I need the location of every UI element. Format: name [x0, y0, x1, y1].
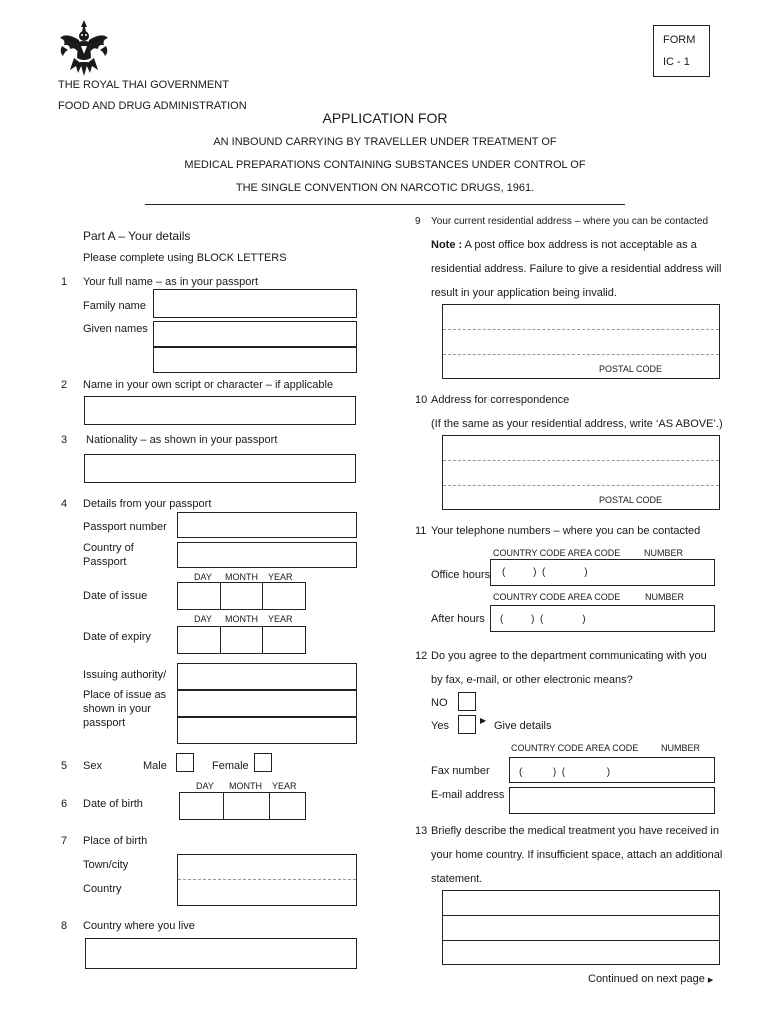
title-subline-2: MEDICAL PREPARATIONS CONTAINING SUBSTANCES UNDER CONTROL OF — [184, 159, 586, 171]
give-details-label: Give details — [494, 720, 552, 732]
issuing-authority-label-1: Issuing authority/ — [83, 669, 167, 681]
q13-label-1: Briefly describe the medical treatment you have received in — [431, 825, 719, 837]
q13-label-2: your home country. If insufficient space, attach an additional — [431, 849, 723, 861]
birth-day-header: DAY — [196, 781, 214, 791]
q5-number: 5 — [61, 760, 68, 772]
expiry-month-header: MONTH — [225, 614, 258, 624]
block-letters-instruction: Please complete using BLOCK LETTERS — [83, 252, 287, 264]
expiry-year-field[interactable] — [262, 626, 306, 654]
sex-label: Sex — [83, 760, 102, 772]
correspondence-address-divider-1 — [443, 460, 719, 461]
q7-number: 7 — [61, 835, 68, 847]
form-label: FORM — [663, 34, 696, 46]
place-of-birth-label: Place of birth — [83, 835, 148, 847]
family-name-label: Family name — [83, 300, 146, 312]
q10-hint: (If the same as your residential address, write ‘AS ABOVE’.) — [431, 418, 723, 430]
after-number-header: NUMBER — [645, 592, 685, 602]
fax-number-header: NUMBER — [661, 743, 701, 753]
q13-number: 13 — [415, 825, 428, 837]
issue-year-field[interactable] — [262, 582, 306, 610]
expiry-month-field[interactable] — [220, 626, 263, 654]
email-field[interactable] — [509, 787, 715, 814]
issuing-authority-label-3: shown in your — [83, 703, 151, 715]
correspondence-address-divider-2 — [443, 485, 719, 486]
male-checkbox[interactable] — [176, 753, 194, 772]
after-phone-parentheses: ( ) ( ) — [500, 614, 586, 625]
title-subline-3: THE SINGLE CONVENTION ON NARCOTIC DRUGS, 1961. — [235, 182, 535, 194]
issue-day-header: DAY — [194, 572, 212, 582]
expiry-day-header: DAY — [194, 614, 212, 624]
issue-day-field[interactable] — [177, 582, 221, 610]
own-script-name-field[interactable] — [84, 396, 356, 425]
q6-number: 6 — [61, 798, 68, 810]
q9-note-line-3: result in your application being invalid. — [431, 287, 617, 299]
q10-label: Address for correspondence — [431, 394, 570, 406]
residential-address-divider-1 — [443, 329, 719, 330]
expiry-year-header: YEAR — [268, 614, 293, 624]
date-of-birth-label: Date of birth — [83, 798, 143, 810]
family-name-field[interactable] — [153, 289, 357, 318]
q9-note-bold: Note : — [431, 239, 463, 251]
residential-postal-code-label: POSTAL CODE — [599, 364, 663, 374]
correspondence-address-field[interactable] — [442, 435, 720, 510]
birth-day-field[interactable] — [179, 792, 224, 820]
medical-treatment-divider-1 — [443, 915, 719, 916]
issuing-authority-field-1[interactable] — [177, 663, 357, 690]
agency-name: FOOD AND DRUG ADMINISTRATION — [58, 100, 247, 112]
continued-note — [588, 973, 713, 985]
medical-treatment-divider-2 — [443, 940, 719, 941]
q1-label: Your full name – as in your passport — [83, 276, 259, 288]
after-hours-label: After hours — [431, 613, 485, 625]
q13-label-3: statement. — [431, 873, 483, 885]
arrow-right-small-icon: ▶ — [707, 977, 714, 984]
no-label: NO — [431, 697, 448, 709]
birth-year-field[interactable] — [269, 792, 306, 820]
issuing-authority-label-2: Place of issue as — [83, 689, 167, 701]
q11-label: Your telephone numbers – where you can be contacted — [431, 525, 701, 537]
after-code-headers: COUNTRY CODE AREA CODE — [493, 592, 621, 602]
female-label: Female — [212, 760, 249, 772]
q3-label: Nationality – as shown in your passport — [86, 434, 278, 446]
q12-label-2: by fax, e-mail, or other electronic means? — [431, 674, 633, 686]
q9-note-line-2: residential address. Failure to give a residential address will — [431, 263, 722, 275]
continued-text: Continued on next page — [588, 973, 705, 985]
issue-year-header: YEAR — [268, 572, 293, 582]
q1-number: 1 — [61, 276, 68, 288]
q9-number: 9 — [415, 216, 421, 227]
town-city-label: Town/city — [83, 859, 129, 871]
issue-month-header: MONTH — [225, 572, 258, 582]
country-where-you-live-label: Country where you live — [83, 920, 195, 932]
title-subline-1: AN INBOUND CARRYING BY TRAVELLER UNDER TREATMENT OF — [213, 136, 557, 148]
part-a-heading: Part A – Your details — [83, 229, 191, 243]
q10-number: 10 — [415, 394, 428, 406]
issuing-authority-field-3[interactable] — [177, 717, 357, 744]
office-hours-label: Office hours — [431, 569, 491, 581]
country-where-you-live-field[interactable] — [85, 938, 357, 969]
correspondence-postal-code-label: POSTAL CODE — [599, 495, 663, 505]
office-code-headers: COUNTRY CODE AREA CODE — [493, 548, 621, 558]
expiry-day-field[interactable] — [177, 626, 221, 654]
yes-label: Yes — [431, 720, 449, 732]
garuda-emblem-icon — [56, 18, 112, 78]
passport-number-field[interactable] — [177, 512, 357, 538]
place-of-birth-field[interactable] — [177, 854, 357, 906]
issuing-authority-field-2[interactable] — [177, 690, 357, 717]
fax-code-headers: COUNTRY CODE AREA CODE — [511, 743, 639, 753]
q8-number: 8 — [61, 920, 68, 932]
q4-label: Details from your passport — [83, 498, 212, 510]
email-label: E-mail address — [431, 789, 505, 801]
form-code-box — [653, 25, 710, 77]
residential-address-field[interactable] — [442, 304, 720, 379]
birth-country-label: Country — [83, 883, 122, 895]
issuing-authority-label-4: passport — [83, 717, 126, 729]
q2-label: Name in your own script or character – if applicable — [83, 379, 334, 391]
office-phone-parentheses: ( ) ( ) — [502, 567, 588, 578]
form-code: IC - 1 — [663, 56, 690, 68]
country-of-passport-label-2: Passport — [83, 556, 127, 568]
date-of-issue-label: Date of issue — [83, 590, 148, 602]
given-names-field-2[interactable] — [153, 347, 357, 373]
title-divider — [145, 204, 625, 205]
q9-note-text-1: A post office box address is not acceptable as a — [464, 239, 697, 251]
q11-number: 11 — [415, 525, 427, 537]
medical-treatment-field[interactable] — [442, 890, 720, 965]
female-checkbox[interactable] — [254, 753, 272, 772]
government-name: THE ROYAL THAI GOVERNMENT — [58, 79, 229, 91]
arrow-right-icon: ▶ — [480, 716, 487, 725]
no-checkbox[interactable] — [458, 692, 476, 711]
office-number-header: NUMBER — [644, 548, 684, 558]
q9-note-line-1 — [431, 239, 697, 251]
place-of-birth-divider — [178, 879, 356, 880]
country-of-passport-field[interactable] — [177, 542, 357, 568]
given-names-label: Given names — [83, 323, 148, 335]
given-names-field-1[interactable] — [153, 321, 357, 347]
date-of-expiry-label: Date of expiry — [83, 631, 151, 643]
nationality-field[interactable] — [84, 454, 356, 483]
q9-label: Your current residential address – where you can be contacted — [431, 216, 709, 227]
yes-checkbox[interactable] — [458, 715, 476, 734]
fax-number-label: Fax number — [431, 765, 490, 777]
male-label: Male — [143, 760, 167, 772]
birth-month-field[interactable] — [223, 792, 270, 820]
passport-number-label: Passport number — [83, 521, 167, 533]
birth-year-header: YEAR — [272, 781, 297, 791]
q12-number: 12 — [415, 650, 428, 662]
q3-number: 3 — [61, 434, 68, 446]
issue-month-field[interactable] — [220, 582, 263, 610]
q4-number: 4 — [61, 498, 68, 510]
fax-parentheses: ( ) ( ) — [519, 767, 611, 778]
q12-label-1: Do you agree to the department communicating with you — [431, 650, 707, 662]
birth-month-header: MONTH — [229, 781, 262, 791]
country-of-passport-label-1: Country of — [83, 542, 134, 554]
page-title: APPLICATION FOR — [322, 110, 448, 126]
residential-address-divider-2 — [443, 354, 719, 355]
q2-number: 2 — [61, 379, 68, 391]
